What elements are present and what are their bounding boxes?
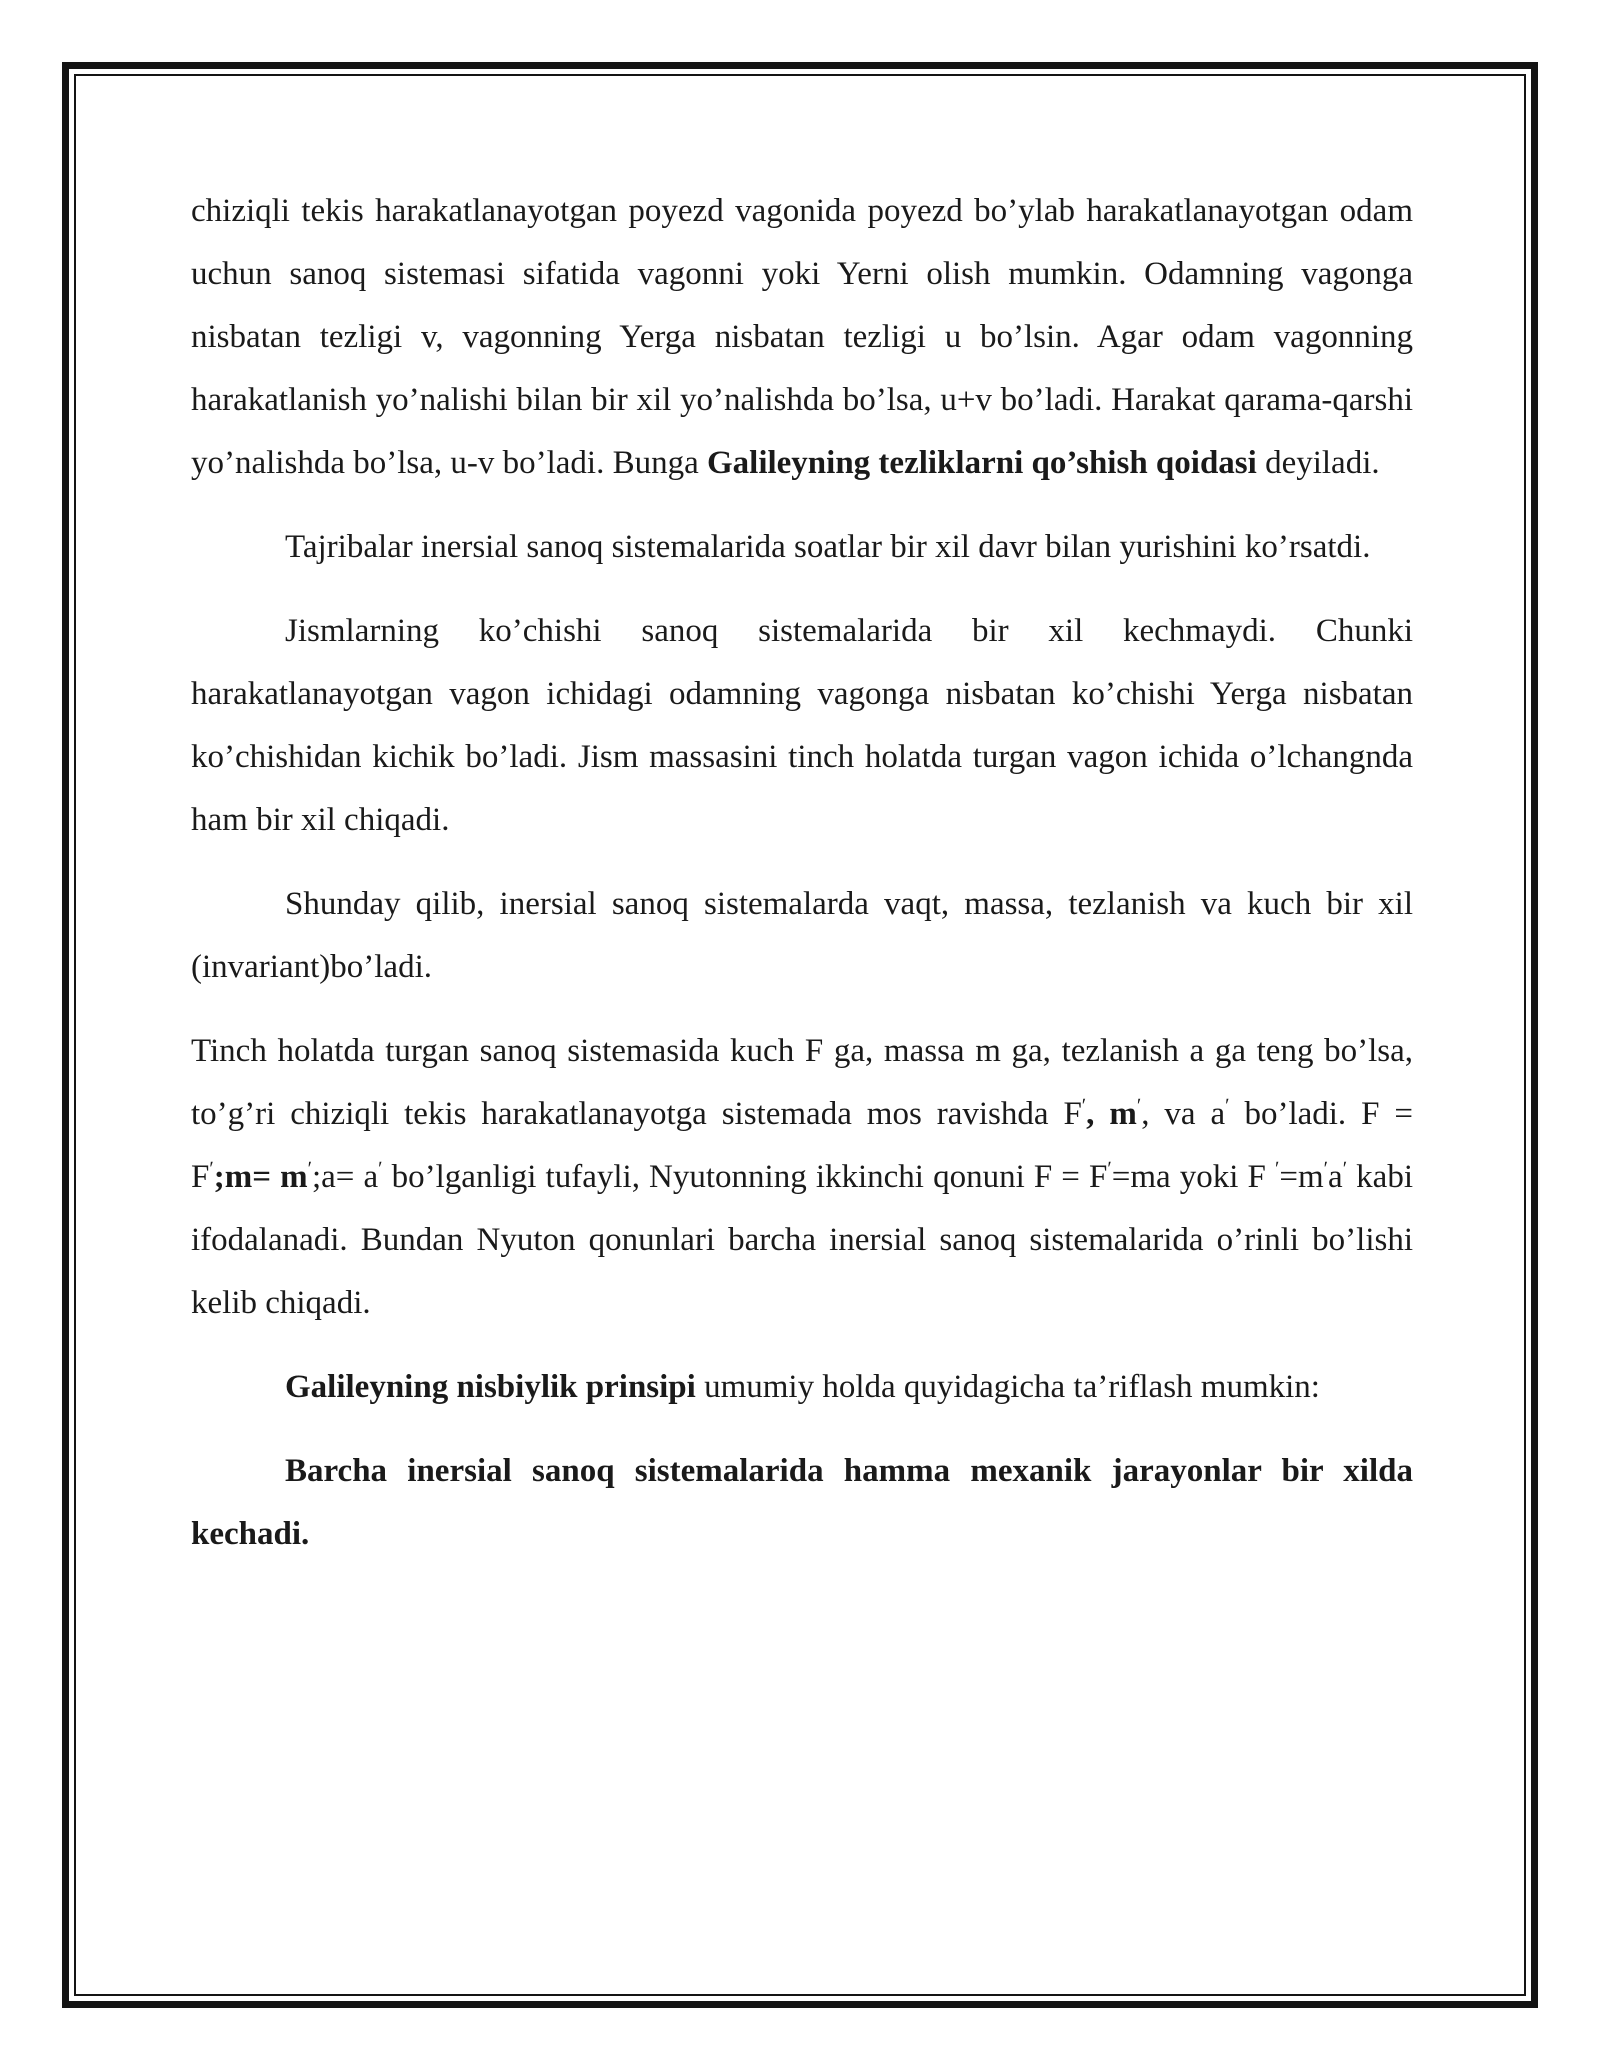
prime-mark: ʹ [1342, 1158, 1348, 1180]
document-body [191, 180, 1413, 1587]
paragraph-displacement [191, 600, 1413, 852]
paragraph-text: a [1328, 1159, 1343, 1195]
paragraph-text: , va a [1141, 1096, 1226, 1132]
paragraph-text: =ma yoki F [1111, 1159, 1276, 1195]
prime-mark: ʹ [1225, 1095, 1230, 1117]
paragraph-text: ;m= m [213, 1159, 308, 1195]
paragraph-velocity-addition [191, 180, 1413, 495]
paragraph-newton-law [191, 1020, 1413, 1335]
paragraph-text: , m [1086, 1096, 1137, 1132]
paragraph-text: Jismlarning ko’chishi sanoq sistemalarida bir xil kechmaydi. Chunki harakatlanayotgan vagon ichidagi odamning vagonga nisbatan ko’chishi Yerga nisbatan ko’chishidan kichik bo’ladi. Jism massasini tinch holatda turgan vagon ichida o’lchangnda ham bir xil chiqadi. [191, 613, 1413, 838]
prime-mark: ʹ [1081, 1095, 1087, 1117]
prime-mark: ʹ [209, 1158, 214, 1180]
paragraph-text: deyiladi. [1256, 445, 1380, 481]
prime-mark: ʹ [307, 1158, 312, 1180]
paragraph-text: bo’ladi. F = F [191, 1096, 1414, 1195]
paragraph-clocks [191, 516, 1413, 579]
prime-mark: ʹ [1107, 1158, 1112, 1180]
paragraph-text: Tajribalar inersial sanoq sistemalarida soatlar bir xil davr bilan yurishini ko’rsatdi. [285, 529, 1371, 565]
paragraph-text: chiziqli tekis harakatlanayotgan poyezd vagonida poyezd bo’ylab harakatlanayotgan odam uchun sanoq sistemasi sifatida vagonni yoki Yerni olish mumkin. Odamning vagonga nisbatan tezligi v, vagonning Yerga nisbatan tezligi u bo’lsin. Agar odam vagonning harakatlanish yo’nalishi bilan bir xil yo’nalishda bo’lsa, u+v bo’ladi. Harakat qarama-qarshi yo’nalishda bo’lsa, u-v bo’ladi. Bunga [191, 193, 1413, 481]
paragraph-text: bo’lganligi tufayli, Nyutonning ikkinchi qonuni F = F [382, 1159, 1108, 1195]
prime-mark: ʹ [1136, 1095, 1142, 1117]
prime-mark: ʹ [1275, 1158, 1280, 1180]
paragraph-principle-statement [191, 1440, 1413, 1566]
paragraph-text: umumiy holda quyidagicha ta’riflash mumkin: [695, 1369, 1320, 1405]
principle-statement-text: Barcha inersial sanoq sistemalarida hamma mexanik jarayonlar bir xilda kechadi. [191, 1453, 1413, 1552]
paragraph-text: =m [1279, 1159, 1324, 1195]
paragraph-text: Shunday qilib, inersial sanoq sistemalarda vaqt, massa, tezlanish va kuch bir xil (invariant)bo’ladi. [191, 886, 1413, 985]
paragraph-text: kabi ifodalanadi. Bundan Nyuton qonunlari barcha inersial sanoq sistemalarida o’rinli bo’lishi kelib chiqadi. [191, 1159, 1413, 1321]
paragraph-text: ;a= a [311, 1159, 379, 1195]
paragraph-text: Tinch holatda turgan sanoq sistemasida kuch F ga, massa m ga, tezlanish a ga teng bo’lsa, to’g’ri chiziqli tekis harakatlanayotga sistemada mos ravishda F [191, 1033, 1413, 1132]
paragraph-invariants [191, 873, 1413, 999]
paragraph-relativity-principle [191, 1356, 1413, 1419]
bold-term-relativity-principle: Galileyning nisbiylik prinsipi [285, 1369, 696, 1405]
bold-term-velocity-addition-rule: Galileyning tezliklarni qo’shish qoidasi [706, 445, 1257, 481]
prime-mark: ʹ [378, 1158, 383, 1180]
prime-mark: ʹ [1323, 1158, 1329, 1180]
